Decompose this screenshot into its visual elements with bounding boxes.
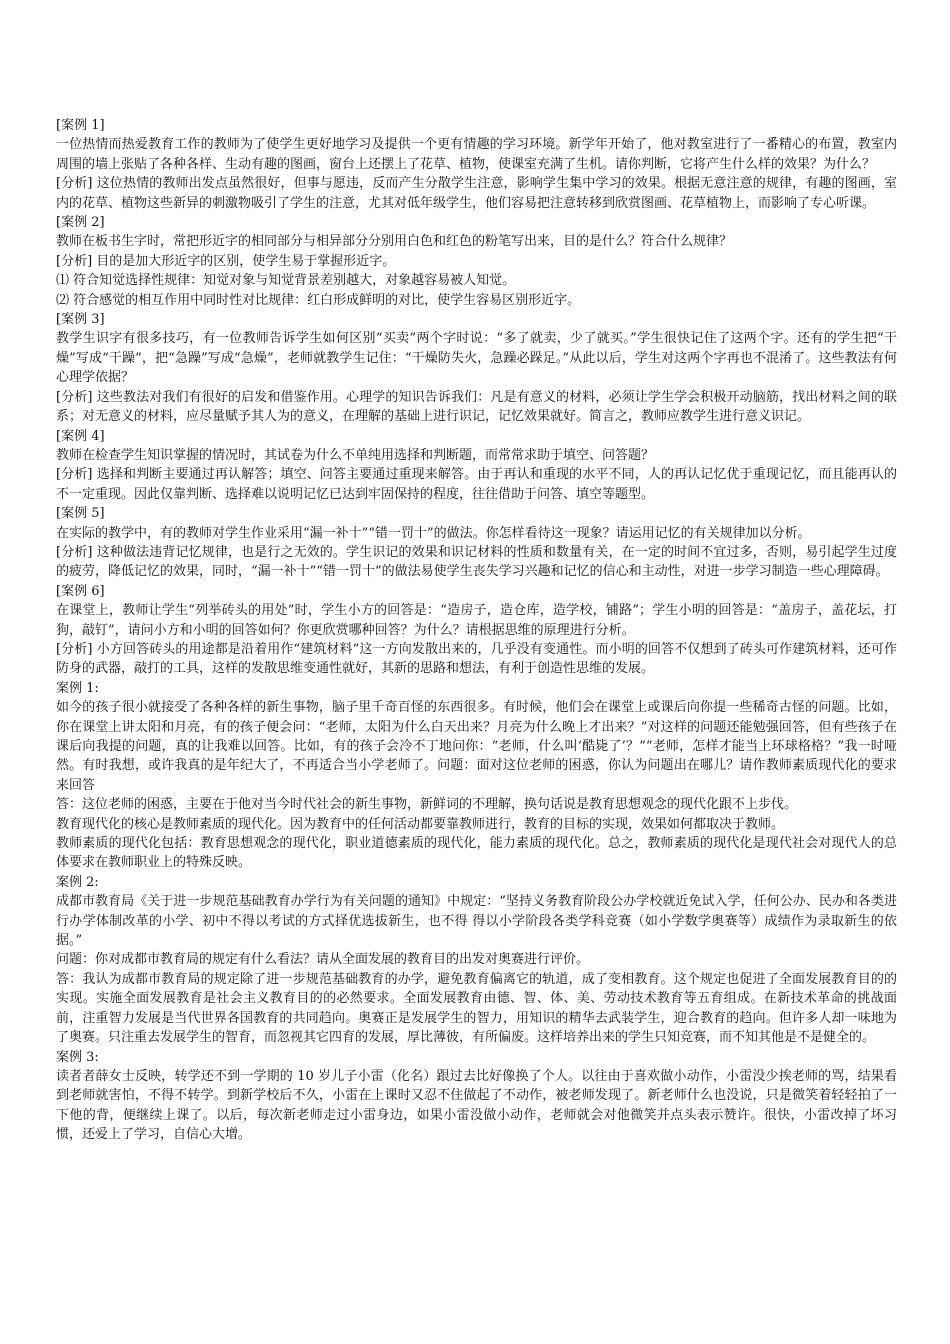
analysis-text: [分析] 这些教法对我们有很好的启发和借鉴作用。心理学的知识告诉我们：凡是有意义的材料，必须让学生学会积极开动脑筋，找出材料之间的联系；对无意义的材料，应尽量赋予其人为的意义，在理解的基础上进行识记，记忆效果就好。简言之，教师应教学生进行意义识记。 — [56, 389, 897, 425]
case-heading: [案例 5] — [56, 506, 105, 522]
case-heading: [案例 3] — [56, 312, 105, 328]
answer-text: 答：我认为成都市教育局的规定除了进一步规范基础教育的办学，避免教育偏离它的轨道，成了变相教育。这个规定也促进了全面发展教育目的的实现。实施全面发展教育是社会主义教育目的的必然要求。全面发展教育由德、智、体、美、劳动技术教育等五育组成。在新技术革命的挑战面前，注重智力发展是当代世界各国教育的共同趋向。奥赛正是发展学生的智力，用知识的精华去武装学生，迎合教育的趋向。但许多人却一味地为了奥赛。只注重去发展学生的智育，而忽视其它四育的发展，厚比薄彼，有所偏废。这样培养出来的学生只知竞赛，而不知其他是不是健全的。 — [56, 971, 897, 1046]
case-heading: 案例 3: — [56, 1049, 99, 1065]
case-heading: 案例 2: — [56, 874, 99, 890]
case-text: 教学生识字有很多技巧，有一位教师告诉学生如何区别“买卖”两个字时说：“多了就卖，少了就买。”学生很快记住了这两个字。还有的学生把“干燥”写成“干躁”，把“急躁”写成“急燥”，老师就教学生记住：“干燥防失火，急躁必跺足。”从此以后，学生对这两个字再也不混淆了。这些教法有何心理学依据？ — [56, 331, 897, 386]
question-text: 问题：你对成都市教育局的规定有什么看法？请从全面发展的教育目的出发对奥赛进行评价。 — [56, 952, 590, 968]
answer-text: 教育现代化的核心是教师素质的现代化。因为教育中的任何活动都要靠教师进行，教育的目标的实现，效果如何都取决于教师。 — [56, 816, 785, 832]
case-text: 成都市教育局《关于进一步规范基础教育办学行为有关问题的通知》中规定：“坚持义务教育阶段公办学校就近免试入学，任何公办、民办和各类进行办学体制改革的小学、初中不得以考试的方式择优选拔新生，也不得 得以小学阶段各类学科竞赛（如小学数学奥赛等）成绩作为录取新生的依据。” — [56, 894, 897, 949]
case-text: 一位热情而热爱教育工作的教师为了使学生更好地学习及提供一个更有情趣的学习环境。新学年开始了，他对教室进行了一番精心的布置，教室内周围的墙上张贴了各种各样、生动有趣的图画，窗台上还摆上了花草、植物，使课室充满了生机。请你判断，它将产生什么样的效果？为什么？ — [56, 137, 897, 172]
case-text: 读者者薛女士反映，转学还不到一学期的 10 岁儿子小雷（化名）跟过去比好像换了个人。以往由于喜欢做小动作，小雷没少挨老师的骂，结果看到老师就害怕，不得不转学。到新学校后不久，小雷在上课时又忍不住做起了不动作，被老师发现了。新老师什么也没说，只是微笑着轻轻拍了一下他的背，便继续上课了。以后，每次新老师走过小雷身边，如果小雷没做小动作，老师就会对他微笑并点头表示赞许。很快，小雷改掉了坏习惯，还爱上了学习，自信心大增。 — [56, 1068, 897, 1143]
analysis-text: [分析] 这种做法违背记忆规律，也是行之无效的。学生识记的效果和识记材料的性质和数量有关，在一定的时间不宜过多，否则，易引起学生过度的疲劳，降低记忆的效果，同时，“漏一补十”“错一罚十”的做法易使学生丧失学习兴趣和记忆的信心和主动性，对进一步学习制造一些心理障碍。 — [56, 544, 897, 580]
analysis-point: ⑴ 符合知觉选择性规律：知觉对象与知觉背景差别越大，对象越容易被人知觉。 — [56, 273, 516, 289]
case-text: 在课堂上，教师让学生“列举砖头的用处”时，学生小方的回答是：“造房子，造仓库，造学校，铺路”；学生小明的回答是：“盖房子，盖花坛，打狗，敲钉”，请问小方和小明的回答如何？你更欣赏哪种回答？为什么？请根据思维的原理进行分析。 — [56, 603, 897, 638]
document-body — [56, 116, 897, 1145]
case-text: 教师在检查学生知识掌握的情况时，其试卷为什么不单纯用选择和判断题，而常常求助于填空、问答题？ — [56, 447, 655, 463]
case-heading: [案例 1] — [56, 118, 105, 133]
answer-text: 答：这位老师的困惑，主要在于他对当今时代社会的新生事物，新鲜词的不理解，换句话说是教育思想观念的现代化跟不上步伐。 — [56, 797, 798, 813]
analysis-text: [分析] 目的是加大形近字的区别，使学生易于掌握形近字。 — [56, 253, 396, 269]
analysis-point: ⑵ 符合感觉的相互作用中同时性对比规律：红白形成鲜明的对比，使学生容易区别形近字。 — [56, 292, 581, 308]
case-heading: [案例 4] — [56, 428, 105, 444]
answer-text: 教师素质的现代化包括：教育思想观念的现代化，职业道德素质的现代化，能力素质的现代化。总之，教师素质的现代化是现代社会对现代人的总体要求在教师职业上的特殊反映。 — [56, 836, 897, 871]
case-text: 在实际的教学中，有的教师对学生作业采用“漏一补十”“错一罚十”的做法。你怎样看待这一现象？请运用记忆的有关规律加以分析。 — [56, 525, 811, 541]
case-heading: 案例 1: — [56, 680, 99, 696]
case-text: 教师在板书生字时，常把形近字的相同部分与相异部分分别用白色和红色的粉笔写出来，目的是什么？符合什么规律？ — [56, 234, 733, 250]
analysis-text: [分析] 选择和判断主要通过再认解答；填空、问答主要通过重现来解答。由于再认和重现的水平不同，人的再认记忆优于重现记忆，而且能再认的不一定重现。因此仅靠判断、选择难以说明记忆已达到牢固保持的程度，往往借助于问答、填空等题型。 — [56, 467, 897, 502]
case-heading: [案例 6] — [56, 583, 105, 599]
case-text: 如今的孩子很小就接受了各种各样的新生事物，脑子里千奇百怪的东西很多。有时候，他们会在课堂上或课后向你提一些稀奇古怪的问题。比如，你在课堂上讲太阳和月亮，有的孩子便会问：“老师，太阳为什么白天出来？月亮为什么晚上才出来？”对这样的问题还能勉强回答，但有些孩子在课后向我提的问题，真的让我难以回答。比如，有的孩子会冷不丁地问你：“老师，什么叫‘酷毙了’？”“老师，怎样才能当上环球格格？”我一时哑然。有时我想，或许我真的是年纪大了，不再适合当小学老师了。问题：面对这位老师的困惑，你认为问题出在哪儿？请作教师素质现代化的要求来回答 — [56, 700, 897, 793]
analysis-text: [分析] 小方回答砖头的用途都是沿着用作“建筑材料”这一方向发散出来的，几乎没有变通性。而小明的回答不仅想到了砖头可作建筑材料，还可作防身的武器，敲打的工具，这样的发散思维变通性就好，其新的思路和想法，有利于创造性思维的发展。 — [56, 641, 897, 677]
analysis-text: [分析] 这位热情的教师出发点虽然很好，但事与愿违，反而产生分散学生注意，影响学生集中学习的效果。根据无意注意的规律，有趣的图画，室内的花草、植物这些新异的刺激物吸引了学生的注意，尤其对低年级学生，他们容易把注意转移到欣赏图画、花草植物上，而影响了专心听课。 — [56, 176, 897, 211]
case-heading: [案例 2] — [56, 215, 105, 231]
